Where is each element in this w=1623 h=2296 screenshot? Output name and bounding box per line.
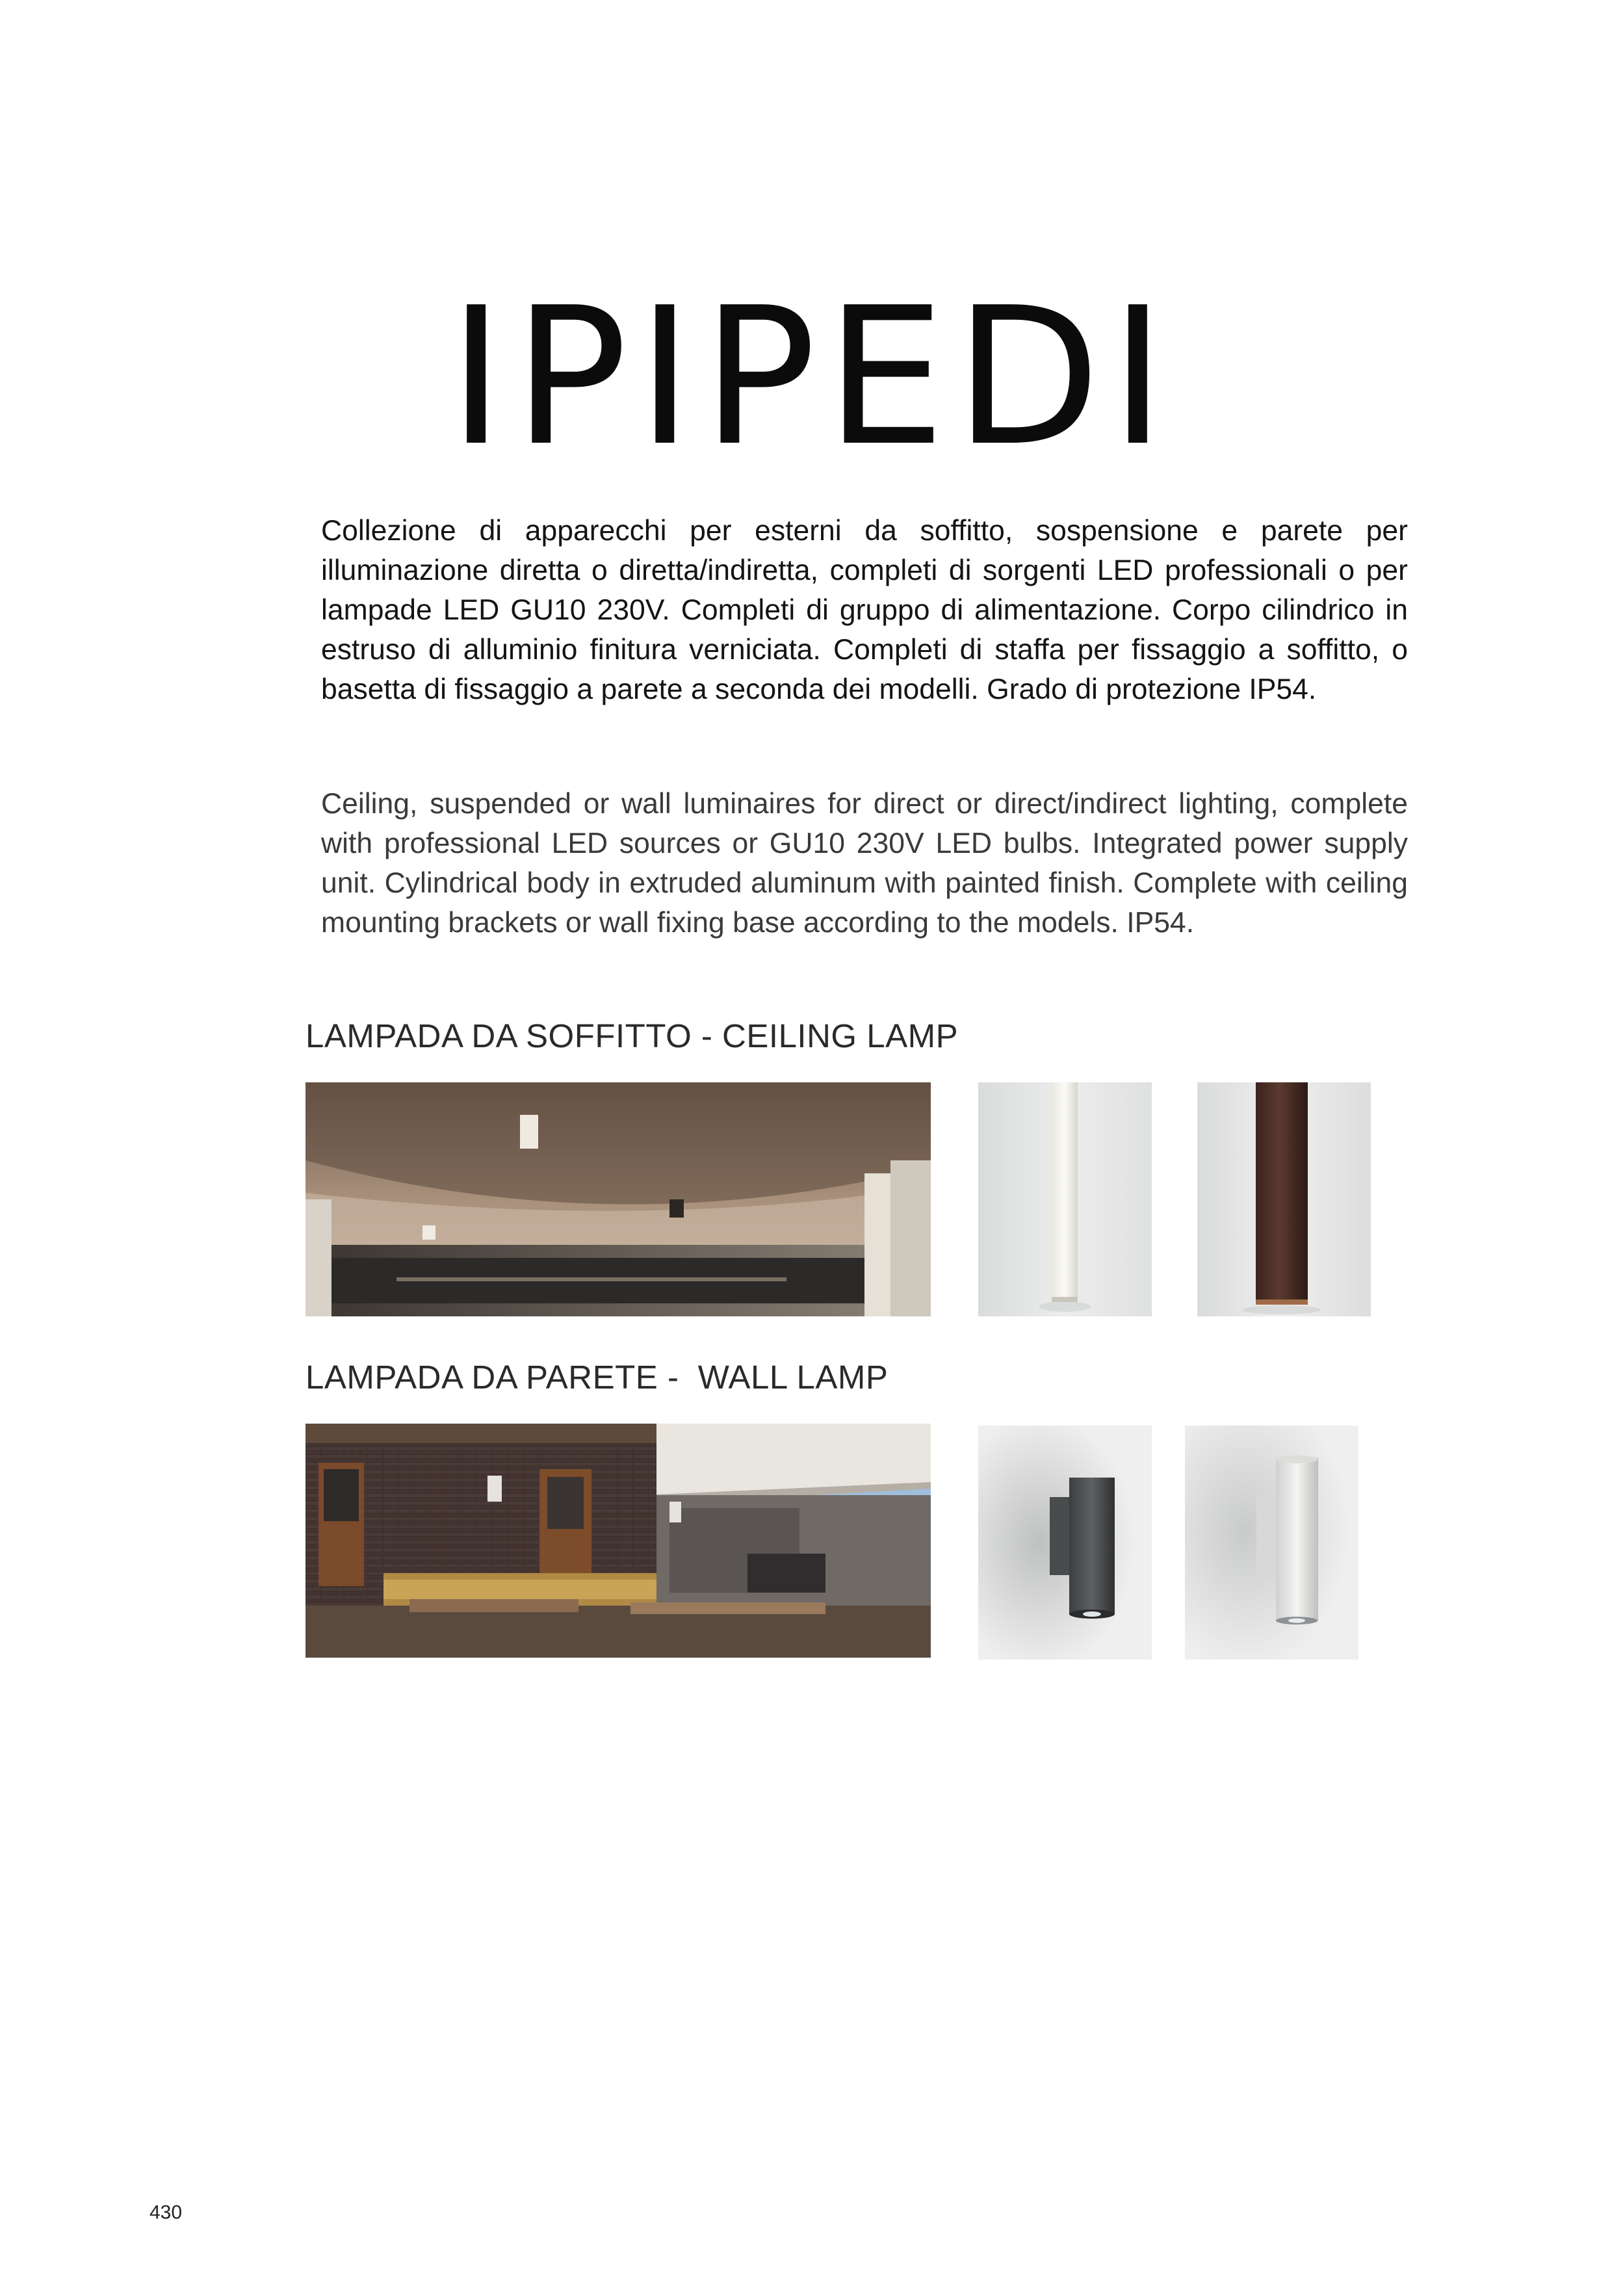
page-number: 430 [149, 2202, 183, 2223]
ceiling-lamp-white-photo [978, 1082, 1152, 1316]
ceiling-lamp-corten-photo [1197, 1082, 1371, 1316]
wall-installation-photo [305, 1424, 931, 1658]
description-italian: Collezione di apparecchi per esterni da soffitto, sospensione e parete per illuminazione diretta o diretta/indiretta, completi di sorgenti LED professionali o per lampade LED GU10 230V. Completi di gruppo di alimentazione. Corpo cilindrico in estruso di alluminio finitura verniciata. Completi di staffa per fissaggio a soffitto, o basetta di fissaggio a parete a seconda dei modelli. Grado di protezione IP54. [321, 515, 1408, 705]
ceiling-installation-photo [305, 1082, 931, 1316]
page-title: IPIPEDI [448, 267, 1175, 488]
wall-lamp-dark-photo [978, 1426, 1152, 1660]
wall-lamp-heading: LAMPADA DA PARETE - WALL LAMP [305, 1359, 889, 1396]
description-english: Ceiling, suspended or wall luminaires for direct or direct/indirect lighting, complete with professional LED sources or GU10 230V LED bulbs. Integrated power supply unit. Cylindrical body in extruded aluminum with painted finish. Complete with ceiling mounting brackets or wall fixing base according to the models. IP54. [321, 788, 1408, 939]
wall-lamp-white-photo [1185, 1426, 1358, 1660]
ceiling-lamp-heading: LAMPADA DA SOFFITTO - CEILING LAMP [305, 1017, 959, 1054]
